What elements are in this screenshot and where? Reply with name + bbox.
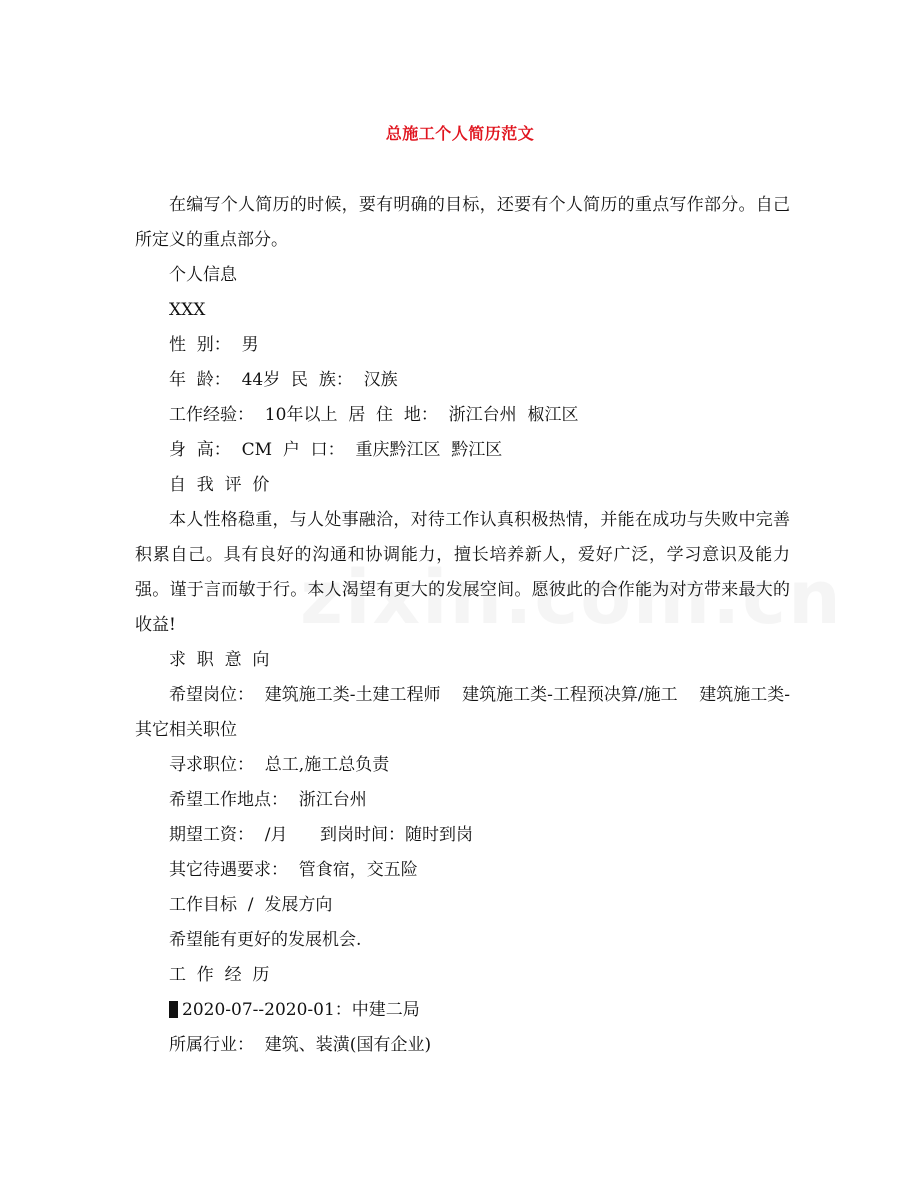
experience-residence-line: 工作经验： 10年以上 居 住 地： 浙江台州 椒江区 <box>169 405 579 425</box>
seeking-position-line: 寻求职位： 总工,施工总负责 <box>169 755 390 775</box>
desired-positions-line: 希望岗位： 建筑施工类-土建工程师 建筑施工类-工程预决算/施工 建筑施工类-其它相关职位 <box>135 685 790 740</box>
work-history-heading: 工 作 经 历 <box>169 965 270 985</box>
salary-start-line: 期望工资： /月 到岗时间：随时到岗 <box>169 825 473 845</box>
gender-line: 性 别： 男 <box>169 335 259 355</box>
desired-location-line: 希望工作地点： 浙江台州 <box>169 790 367 810</box>
personal-info-heading: 个人信息 <box>169 265 237 285</box>
age-ethnicity-line: 年 龄： 44岁 民 族： 汉族 <box>169 370 398 390</box>
document-title: 总施工个人简历范文 <box>385 124 535 143</box>
height-hukou-line: 身 高： CM 户 口： 重庆黔江区 黔江区 <box>169 440 503 460</box>
goal-heading: 工作目标 / 发展方向 <box>169 895 333 915</box>
watermark <box>300 555 843 641</box>
other-benefits-line: 其它待遇要求： 管食宿，交五险 <box>169 860 418 880</box>
work-period-text: 2020-07--2020-01：中建二局 <box>182 1000 420 1020</box>
industry-line: 所属行业： 建筑、装潢(国有企业) <box>169 1035 432 1055</box>
self-evaluation-paragraph: 本人性格稳重，与人处事融洽，对待工作认真积极热情，并能在成功与失败中完善积累自己。具有良好的沟通和协调能力，擅长培养新人，爱好广泛，学习意识及能力强。谨于言而敏于行。本人渴望有更大的发展空间。愿彼此的合作能为对方带来最大的收益! <box>135 510 790 635</box>
self-evaluation-heading: 自 我 评 价 <box>169 475 270 495</box>
goal-text: 希望能有更好的发展机会. <box>169 930 362 950</box>
work-period-line <box>135 993 790 1028</box>
bullet-block-icon <box>169 1001 178 1018</box>
job-intention-heading: 求 职 意 向 <box>169 650 270 670</box>
name-line: XXX <box>169 300 206 320</box>
intro-paragraph: 在编写个人简历的时候，要有明确的目标，还要有个人简历的重点写作部分。自己所定义的重点部分。 <box>135 195 790 250</box>
